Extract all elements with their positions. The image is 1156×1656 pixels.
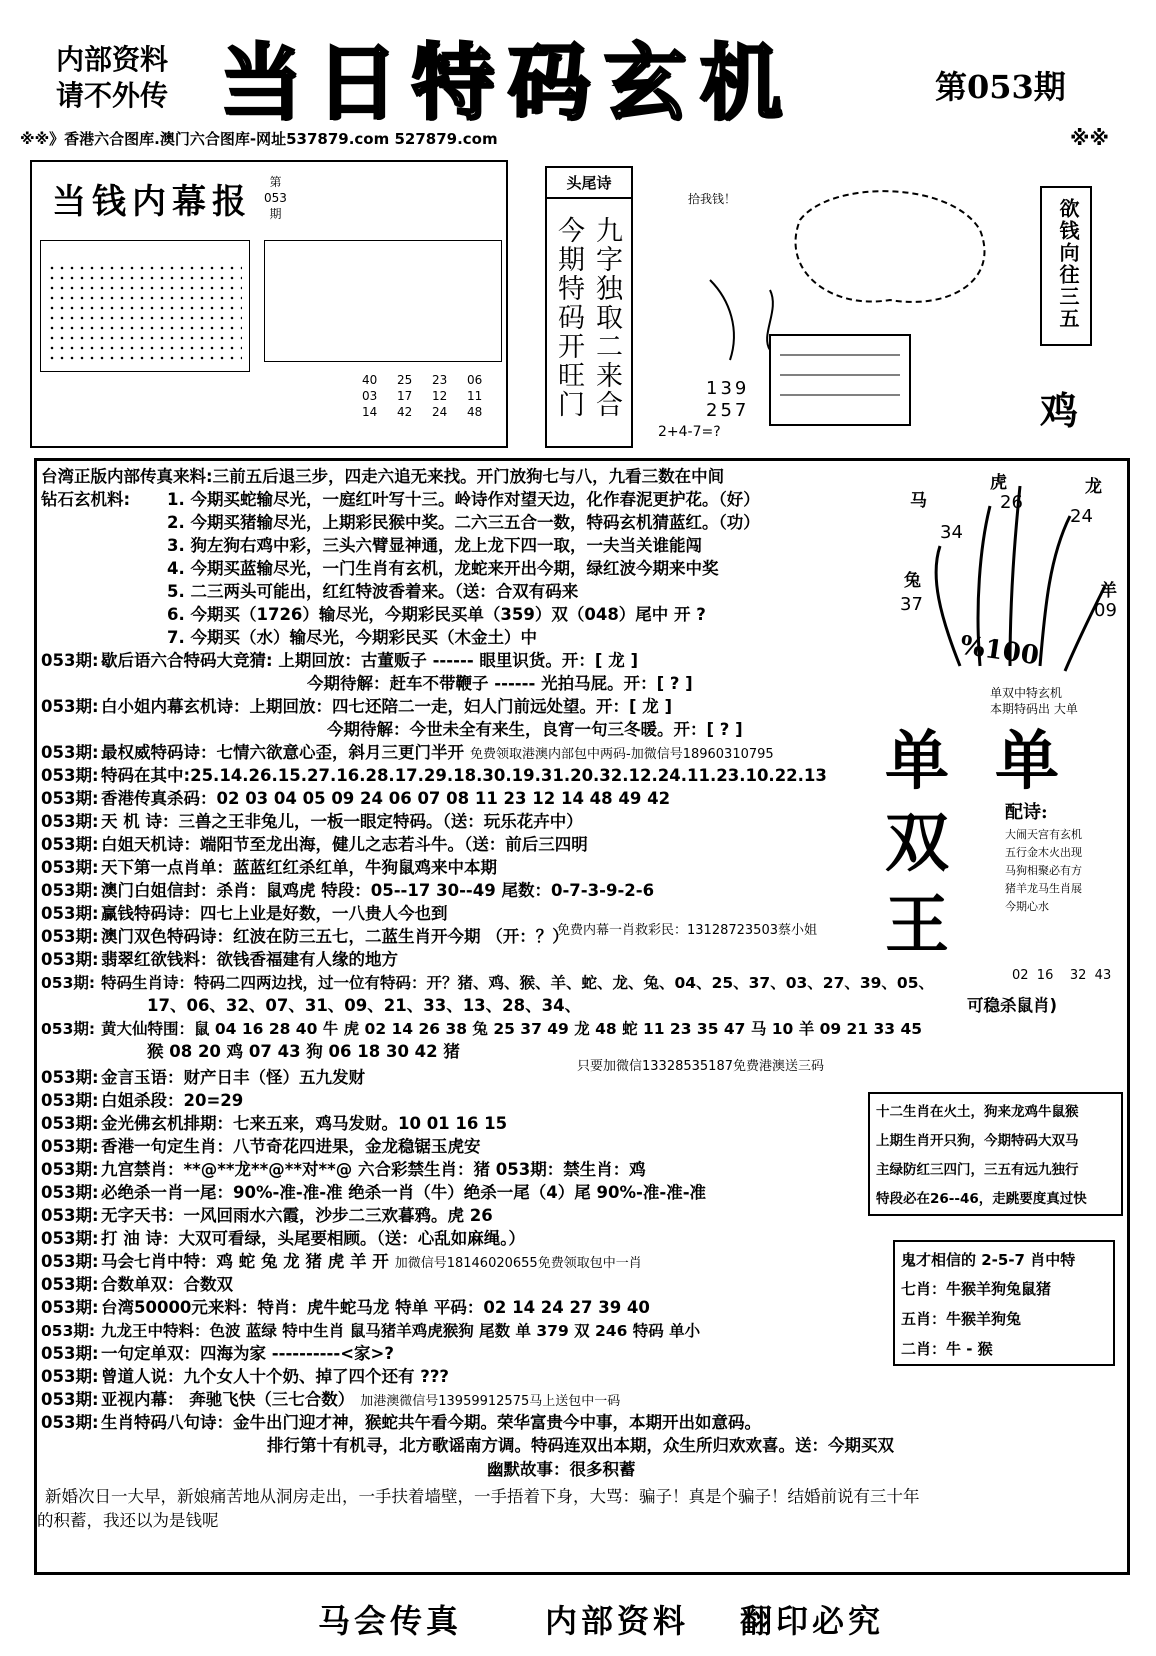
row-22 — [41, 973, 934, 993]
row-37 — [41, 1321, 700, 1341]
row-40 — [41, 1390, 620, 1412]
row-6: 6. 今期买（1726）输尽光，今期彩民买单（359）双（048）尾中 开 ? — [167, 605, 706, 624]
row-34 — [41, 1252, 642, 1274]
sketch-equation: 2+4-7=? — [658, 424, 721, 440]
news-issue-1: 第 — [269, 175, 282, 189]
promo-4: 加微信号18146020655免费领取包中一肖 — [394, 1256, 642, 1271]
row-label: 053期: — [41, 1091, 99, 1110]
row-12 — [41, 743, 774, 765]
right-note-2: 本期特码出 大单 — [990, 702, 1078, 716]
row-36 — [41, 1298, 650, 1318]
row-text: 香港传真杀码：02 03 04 05 09 24 06 07 08 11 23 12 14 48 49 42 — [101, 789, 671, 808]
row-label: 053期: — [41, 651, 99, 670]
big-king: 王 — [885, 888, 949, 963]
row-text: 合数单双：合数双 — [101, 1275, 233, 1294]
row-25: 猴 08 20 鸡 07 43 狗 06 18 30 42 猪 — [147, 1042, 460, 1061]
row-text: 必绝杀一肖一尾：90%-准-准-准 绝杀一肖（牛）绝杀一尾（4）尾 90%-准-准-准 — [101, 1183, 707, 1202]
chicken-glyph: 鸡 — [1040, 388, 1079, 433]
tag-line-1: 内部资料 — [56, 43, 169, 76]
row-text: 九宫禁肖：**@**龙**@**对**@ 六合彩禁生肖：猪 053期：禁生肖：鸡 — [101, 1160, 646, 1179]
tag-line-2: 请不外传 — [56, 79, 169, 112]
news-issue-3: 期 — [269, 207, 282, 221]
zodiac-horse: 马 — [910, 491, 927, 511]
row-text: 黄大仙特围：鼠 04 16 28 40 牛 虎 02 14 26 38 兔 25 37 49 龙 48 蛇 11 23 35 47 马 10 羊 09 21 33 45 — [101, 1020, 923, 1038]
num: 03 — [362, 389, 378, 403]
num: 06 — [467, 373, 483, 387]
row-label: 053期: — [41, 1068, 99, 1087]
row-26 — [41, 1068, 365, 1088]
poem-line: 今期心水 — [1005, 900, 1049, 913]
news-number-grid — [40, 240, 250, 372]
row-7: 7. 今期买（水）输尽光，今期彩民买（木金土）中 — [167, 628, 537, 647]
row-text: 台湾50000元来料：特肖：虎牛蛇马龙 特单 平码：02 14 24 27 39 40 — [101, 1298, 650, 1317]
poem-col-2: 今期特码开旺门 — [553, 216, 584, 419]
row-label: 053期: — [41, 1367, 99, 1386]
row-23: 17、06、32、07、31、09、21、33、13、28、34、 — [147, 996, 582, 1015]
poem-heading: 配诗: — [1005, 802, 1048, 823]
right-marks: ※※ — [1070, 126, 1109, 150]
num: 11 — [467, 389, 483, 403]
row-text: 澳门白姐信封：杀肖：鼠鸡虎 特段：05--17 30--49 尾数：0-7-3-9-2-6 — [101, 881, 655, 900]
row-text: 打 油 诗：大双可看绿，头尾要相顾。（送：心乱如麻绳。） — [101, 1229, 525, 1248]
num: 14 — [362, 405, 378, 419]
row-label: 053期: — [41, 789, 99, 808]
info-box-2 — [893, 1240, 1115, 1366]
row-label: 053期: — [41, 927, 99, 946]
row-19 — [41, 904, 448, 924]
row-27 — [41, 1091, 243, 1111]
row-text: 金光佛玄机排期：七来五来，鸡马发财。10 01 16 15 — [101, 1114, 508, 1133]
num: 17 — [397, 389, 413, 403]
row-label: 台湾正版内部传真来料: — [41, 467, 213, 486]
zodiac-hand — [900, 466, 1125, 676]
row-text: 白小姐内幕玄机诗：上期回放：四七还陪二一走，妇人门前远处望。开：[ 龙 ] — [101, 697, 673, 716]
page-title: 当日特码玄机 — [220, 35, 797, 131]
row-9: 今期待解：赶车不带鞭子 ------ 光拍马屁。开：[ ? ] — [307, 674, 693, 693]
hand-num-37: 37 — [900, 594, 923, 615]
zodiac-sheep: 羊 — [1100, 581, 1117, 601]
row-text: 白姐天机诗：端阳节至龙出海，健儿之志若斗牛。（送：前后三四明 — [101, 835, 588, 854]
num: 23 — [432, 373, 448, 387]
num: 42 — [397, 405, 413, 419]
poem-col-1: 九字独取二来合 — [591, 216, 622, 419]
humor-body-2: 的积蓄，我还以为是钱呢 — [37, 1511, 219, 1530]
sketch-numbers — [362, 372, 502, 420]
info-line: 特段必在26--46，走跳要度真过快 — [876, 1191, 1087, 1207]
poem-title: 头尾诗 — [547, 172, 631, 199]
row-text: 歇后语六合特码大竞猜: 上期回放：古董贩子 ------ 眼里识货。开：[ 龙 ] — [101, 651, 638, 670]
row-label: 053期: — [41, 1390, 99, 1409]
row-31 — [41, 1183, 706, 1203]
promo-5: 加港澳微信号13959912575马上送包中一码 — [360, 1394, 621, 1409]
row-text: 澳门双色特码诗：红波在防三五七，二蓝生肖开今期 （开：？） — [101, 927, 569, 946]
hand-num-09: 09 — [1094, 600, 1117, 621]
row-label: 053期: — [41, 974, 96, 992]
row-text: 特码生肖诗：特码二四两边找，过一位有特码：开？猪、鸡、猴、羊、蛇、龙、兔、04、25、37、03、27、39、05、 — [101, 974, 934, 992]
row-41 — [41, 1413, 761, 1433]
num: 48 — [467, 405, 483, 419]
row-21 — [41, 950, 398, 970]
row-text: 三前五后退三步，四走六追无来找。开门放狗七与八，九看三数在中间 — [212, 467, 725, 486]
row-label: 053期: — [41, 1252, 99, 1271]
row-label: 053期: — [41, 1137, 99, 1156]
row-label: 053期: — [41, 1206, 99, 1225]
num: 25 — [397, 373, 413, 387]
poem-line: 马狗相聚必有方 — [1005, 864, 1082, 877]
row-text: 香港一句定生肖：八节奇花四进果，金龙稳锯玉虎安 — [101, 1137, 481, 1156]
row-text: 生肖特码八句诗：金牛出门迎才神，猴蛇共午看今期。荣华富贵今中事，本期开出如意码。 — [101, 1413, 761, 1432]
row-label: 053期: — [41, 950, 99, 969]
row-text: 天 机 诗：三兽之王非兔儿，一板一眼定特码。（送：玩乐花卉中） — [101, 812, 583, 831]
row-text: 无字天书：一风回雨水六霞，沙步二三欢暮鸦。虎 26 — [101, 1206, 493, 1225]
row-13 — [41, 766, 827, 786]
sketch-pick-text: 拾我钱！ — [688, 192, 737, 206]
row-label: 053期: — [41, 1160, 99, 1179]
row-text: 最权威特码诗：七情六欲意心歪，斜月三更门半开 — [101, 743, 464, 762]
info-line: 五肖：牛猴羊狗兔 — [901, 1310, 1022, 1328]
sketch-nums-1: 139 — [706, 378, 750, 399]
hand-num-24: 24 — [1070, 506, 1093, 527]
row-11: 今期待解：今世未全有来生，良宵一句三冬暖。开：[ ? ] — [327, 720, 743, 739]
row-33 — [41, 1229, 525, 1249]
num: 24 — [432, 405, 448, 419]
row-label: 053期: — [41, 1413, 99, 1432]
row-label: 053期: — [41, 1322, 96, 1340]
row-label: 053期: — [41, 1229, 99, 1248]
num: 40 — [362, 373, 378, 387]
news-center-box — [264, 240, 502, 362]
percent-100: %100 — [958, 630, 1041, 672]
info-title: 鬼才相信的 2-5-7 肖中特 — [901, 1251, 1076, 1269]
big-single-2: 单 — [995, 724, 1059, 799]
news-panel — [30, 160, 508, 448]
row-20 — [41, 927, 569, 947]
issue-number: 第053期 — [935, 68, 1066, 106]
info-line: 主绿防红三四门，三五有远九独行 — [876, 1162, 1079, 1178]
banner-text: 欲钱向往三五 — [1056, 198, 1080, 330]
row-label: 053期: — [41, 1298, 99, 1317]
row-text: 特码在其中:25.14.26.15.27.16.28.17.29.18.30.19.31.20.32.12.24.11.23.10.22.13 — [101, 766, 827, 785]
row-text: 1. 今期买蛇输尽光，一庭红叶写十三。岭诗作对望天边，化作春泥更护花。（好） — [167, 490, 760, 509]
row-label: 053期: — [41, 835, 99, 854]
poem-line: 猪羊龙马生肖展 — [1005, 882, 1082, 895]
banner-scroll — [1040, 186, 1092, 346]
row-29 — [41, 1137, 481, 1157]
row-32 — [41, 1206, 493, 1226]
row-text: 马会七肖中特：鸡 蛇 兔 龙 猪 虎 羊 开 — [101, 1252, 389, 1271]
news-issue — [264, 174, 287, 222]
row-text: 金言玉语：财产日丰（怪）五九发财 — [101, 1068, 365, 1087]
info-line: 上期生肖开只狗，今期特码大双马 — [876, 1133, 1079, 1149]
row-label: 053期: — [41, 1183, 99, 1202]
info-line: 十二生肖在火土，狗来龙鸡牛鼠猴 — [876, 1104, 1079, 1120]
promo-2: 免费内幕一肖救彩民：13128723503蔡小姐 — [557, 923, 817, 938]
info-line: 七肖：牛猴羊狗兔鼠猪 — [901, 1280, 1052, 1298]
zodiac-tiger: 虎 — [990, 473, 1007, 493]
row-text: 白姐杀段：20=29 — [101, 1091, 244, 1110]
row-5: 5. 二三两头可能出，红红特波香着来。（送：合双有码来 — [167, 582, 579, 601]
row-label: 053期: — [41, 766, 99, 785]
row-text: 赢钱特码诗：四七上业是好数，一八贵人今也到 — [101, 904, 448, 923]
footer-internal: 内部资料 — [545, 1602, 690, 1640]
row-17 — [41, 858, 497, 878]
row-30 — [41, 1160, 646, 1180]
sketch-area — [650, 160, 1030, 450]
row-label: 053期: — [41, 1114, 99, 1133]
row-label: 053期: — [41, 697, 99, 716]
row-14 — [41, 789, 670, 809]
note-kill-rat: 可稳杀鼠肖) — [967, 996, 1058, 1015]
row-8 — [41, 651, 638, 671]
row-42: 排行第十有机寻，北方歌谣南方调。特码连双出本期，众生所归欢欢喜。送：今期买双 — [267, 1436, 894, 1455]
row-text: 九龙王中特料：色波 蓝绿 特中生肖 鼠马猪羊鸡虎猴狗 尾数 单 379 双 246 特码 单小 — [101, 1322, 701, 1340]
bottom-numbers: 02 16 32 43 — [1012, 968, 1112, 983]
promo-3: 只要加微信13328535187免费港澳送三码 — [577, 1059, 824, 1074]
big-single: 单 — [885, 724, 949, 799]
row-label: 053期: — [41, 1344, 99, 1363]
row-39 — [41, 1367, 449, 1387]
row-label: 053期: — [41, 1020, 96, 1038]
row-label: 053期: — [41, 812, 99, 831]
row-text: 翡翠红欲钱料：欲钱香福建有人缘的地方 — [101, 950, 398, 969]
footer-fax: 马会传真 — [318, 1602, 463, 1640]
row-18 — [41, 881, 654, 901]
promo-1: 免费领取港澳内部包中两码-加微信号18960310795 — [470, 747, 774, 762]
row-text: 天下第一点肖单：蓝蓝红红杀红单，牛狗鼠鸡来中本期 — [101, 858, 497, 877]
row-15 — [41, 812, 583, 832]
humor-body-1: 新婚次日一大早，新娘痛苦地从洞房走出，一手扶着墙壁，一手捂着下身，大骂：骗子！真是个骗子！结婚前说有三十年 — [45, 1487, 920, 1506]
info-line: 二肖：牛 - 猴 — [901, 1340, 993, 1358]
big-double: 双 — [885, 806, 949, 881]
row-3: 3. 狗左狗右鸡中彩，三头六臂显神通，龙上龙下四一取，一夫当关谁能闯 — [167, 536, 702, 555]
info-box-1 — [868, 1092, 1123, 1216]
row-label: 053期: — [41, 858, 99, 877]
row-2: 2. 今期买猪输尽光，上期彩民猴中奖。二六三五合一数，特码玄机猜蓝红。（功） — [167, 513, 760, 532]
news-issue-2: 053 — [264, 191, 287, 205]
humor-title: 幽默故事：很多积蓄 — [487, 1460, 636, 1479]
poem-line: 五行金木火出现 — [1005, 846, 1082, 859]
zodiac-dragon: 龙 — [1085, 477, 1102, 497]
site-line: ※※》香港六合图库.澳门六合图库-网址537879.com 527879.com — [20, 130, 498, 148]
poem-line: 大闹天宫有玄机 — [1005, 828, 1082, 841]
zodiac-rabbit: 兔 — [904, 571, 921, 591]
row-text: 曾道人说：九个女人十个奶、掉了四个还有 ??? — [101, 1367, 449, 1386]
row-label: 053期: — [41, 904, 99, 923]
sketch-nums-2: 257 — [706, 400, 750, 421]
row-label: 053期: — [41, 1275, 99, 1294]
row-10 — [41, 697, 672, 717]
row-38 — [41, 1344, 394, 1364]
row-text: 亚视内幕： 奔驰飞快（三七合数） — [101, 1390, 355, 1409]
hand-num-34: 34 — [940, 522, 963, 543]
hand-num-26: 26 — [1000, 492, 1023, 513]
footer-copyright: 翻印必究 — [740, 1602, 885, 1640]
row-24 — [41, 1019, 922, 1039]
row-4: 4. 今期买蓝输尽光，一门生肖有玄机，龙蛇来开出今期，绿红波今期来中奖 — [167, 559, 719, 578]
row-text: 一句定单双：四海为家 ----------<家>? — [101, 1344, 394, 1363]
news-title: 当钱内幕报 — [52, 182, 252, 222]
row-1 — [41, 490, 760, 510]
row-label: 053期: — [41, 743, 99, 762]
dot-grid — [47, 263, 242, 363]
row-label: 053期: — [41, 881, 99, 900]
poem-lines — [1005, 826, 1082, 916]
num: 12 — [432, 389, 448, 403]
row-35 — [41, 1275, 233, 1295]
poem-box — [545, 166, 633, 448]
row-28 — [41, 1114, 507, 1134]
right-note-1: 单双中特玄机 — [990, 686, 1063, 700]
row-0 — [41, 467, 724, 487]
row-label: 钻石玄机料: — [41, 490, 131, 509]
row-16 — [41, 835, 588, 855]
